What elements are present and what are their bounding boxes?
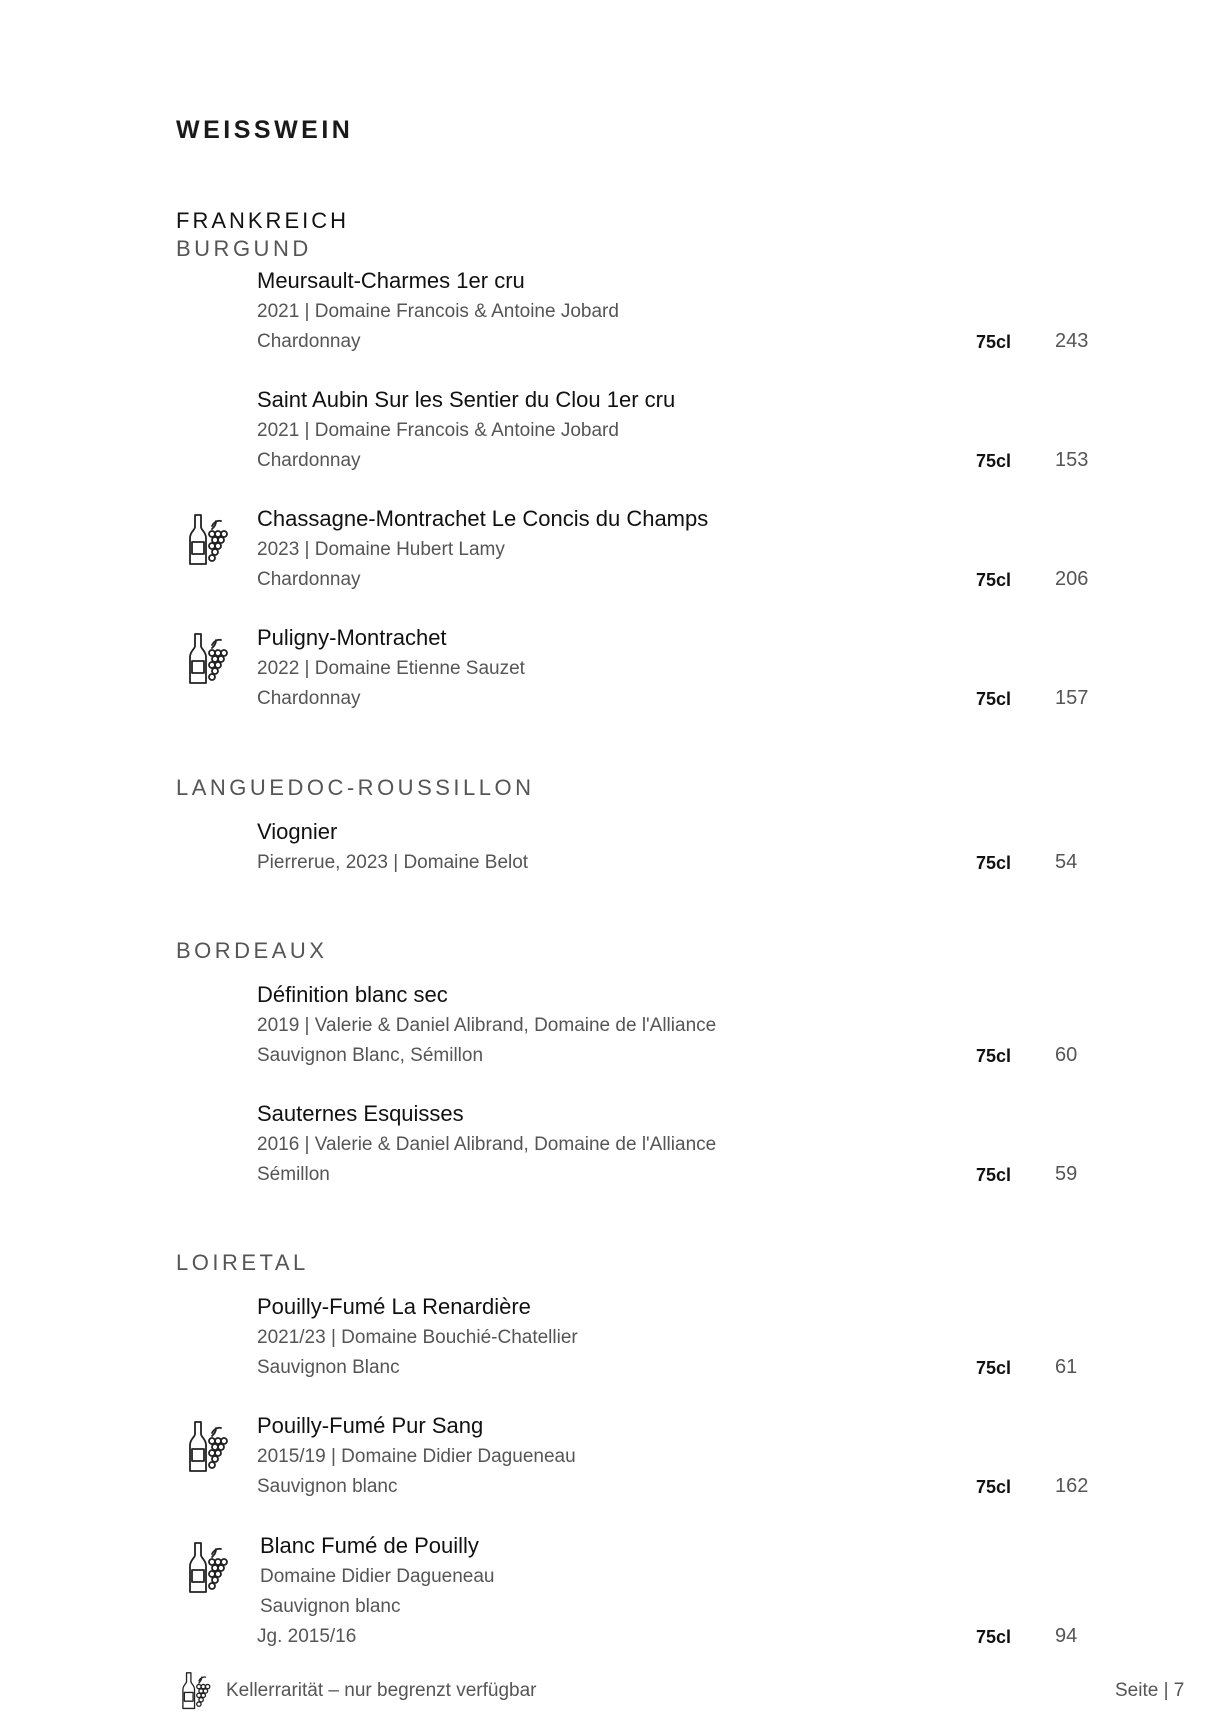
wine-bottle-size: 75cl bbox=[976, 570, 1012, 590]
wine-grape: Chardonnay bbox=[257, 450, 361, 471]
wine-price: 162 bbox=[1055, 1475, 1089, 1497]
wine-grape: Chardonnay bbox=[257, 569, 361, 590]
wine-name: Définition blanc sec bbox=[257, 982, 448, 1007]
page-heading: WEISSWEIN bbox=[176, 116, 354, 144]
wine-name: Blanc Fumé de Pouilly bbox=[260, 1533, 479, 1558]
cellar-rarity-icon bbox=[186, 1540, 230, 1596]
wine-grape: Sauvignon Blanc bbox=[257, 1357, 400, 1378]
wine-bottle-size: 75cl bbox=[976, 1358, 1012, 1378]
wine-bottle-size: 75cl bbox=[976, 1165, 1012, 1185]
wine-vintage-producer: 2021/23 | Domaine Bouchié-Chatellier bbox=[257, 1327, 578, 1348]
wine-vintage-producer: 2019 | Valerie & Daniel Alibrand, Domaine de l'Alliance bbox=[257, 1015, 717, 1036]
country-heading: FRANKREICH bbox=[176, 208, 350, 233]
wine-bottle-size: 75cl bbox=[976, 1477, 1012, 1497]
wine-name: Viognier bbox=[257, 819, 338, 844]
wine-price: 157 bbox=[1055, 687, 1089, 709]
cellar-rarity-icon bbox=[186, 1419, 230, 1475]
wine-price: 61 bbox=[1055, 1356, 1078, 1378]
wine-bottle-size: 75cl bbox=[976, 1627, 1012, 1647]
wine-grape: Sauvignon Blanc, Sémillon bbox=[257, 1045, 484, 1066]
wine-name: Chassagne-Montrachet Le Concis du Champs bbox=[257, 506, 709, 531]
wine-name: Puligny-Montrachet bbox=[257, 625, 447, 650]
wine-vintage-producer: 2016 | Valerie & Daniel Alibrand, Domaine de l'Alliance bbox=[257, 1134, 717, 1155]
wine-name: Meursault-Charmes 1er cru bbox=[257, 268, 525, 293]
wine-bottle-size: 75cl bbox=[976, 689, 1012, 709]
footer-legend: Kellerrarität – nur begrenzt verfügbar bbox=[226, 1680, 537, 1701]
cellar-rarity-icon bbox=[186, 631, 230, 687]
wine-name: Pouilly-Fumé Pur Sang bbox=[257, 1413, 484, 1438]
wine-price: 59 bbox=[1055, 1163, 1078, 1185]
wine-vintage-producer: 2021 | Domaine Francois & Antoine Jobard bbox=[257, 420, 619, 441]
wine-grape: Sémillon bbox=[257, 1164, 330, 1185]
wine-price: 60 bbox=[1055, 1044, 1078, 1066]
wine-bottle-size: 75cl bbox=[976, 853, 1012, 873]
region-heading-bordeaux: BORDEAUX bbox=[176, 938, 328, 963]
wine-grape: Chardonnay bbox=[257, 331, 361, 352]
region-heading-languedoc: LANGUEDOC-ROUSSILLON bbox=[176, 775, 535, 800]
wine-vintage-producer: 2015/19 | Domaine Didier Dagueneau bbox=[257, 1446, 576, 1467]
wine-price: 206 bbox=[1055, 568, 1089, 590]
wine-bottle-size: 75cl bbox=[976, 332, 1012, 352]
wine-price: 153 bbox=[1055, 449, 1089, 471]
wine-vintage: Jg. 2015/16 bbox=[257, 1626, 357, 1647]
cellar-rarity-legend-icon bbox=[180, 1670, 212, 1712]
region-heading-loire: LOIRETAL bbox=[176, 1250, 309, 1275]
wine-vintage-producer: Pierrerue, 2023 | Domaine Belot bbox=[257, 852, 529, 873]
wine-grape: Sauvignon blanc bbox=[257, 1476, 398, 1497]
region-heading-burgund: BURGUND bbox=[176, 236, 312, 261]
wine-grape: Chardonnay bbox=[257, 688, 361, 709]
wine-vintage-producer: 2023 | Domaine Hubert Lamy bbox=[257, 539, 505, 560]
page-number: Seite | 7 bbox=[1115, 1680, 1185, 1701]
wine-grape: Sauvignon blanc bbox=[260, 1596, 401, 1617]
wine-price: 243 bbox=[1055, 330, 1089, 352]
wine-price: 54 bbox=[1055, 851, 1078, 873]
wine-name: Pouilly-Fumé La Renardière bbox=[257, 1294, 531, 1319]
wine-vintage-producer: 2021 | Domaine Francois & Antoine Jobard bbox=[257, 301, 619, 322]
cellar-rarity-icon bbox=[186, 512, 230, 568]
wine-vintage-producer: 2022 | Domaine Etienne Sauzet bbox=[257, 658, 525, 679]
wine-name: Saint Aubin Sur les Sentier du Clou 1er cru bbox=[257, 387, 676, 412]
wine-price: 94 bbox=[1055, 1625, 1078, 1647]
wine-bottle-size: 75cl bbox=[976, 451, 1012, 471]
wine-producer: Domaine Didier Dagueneau bbox=[260, 1566, 495, 1587]
wine-name: Sauternes Esquisses bbox=[257, 1101, 464, 1126]
wine-bottle-size: 75cl bbox=[976, 1046, 1012, 1066]
